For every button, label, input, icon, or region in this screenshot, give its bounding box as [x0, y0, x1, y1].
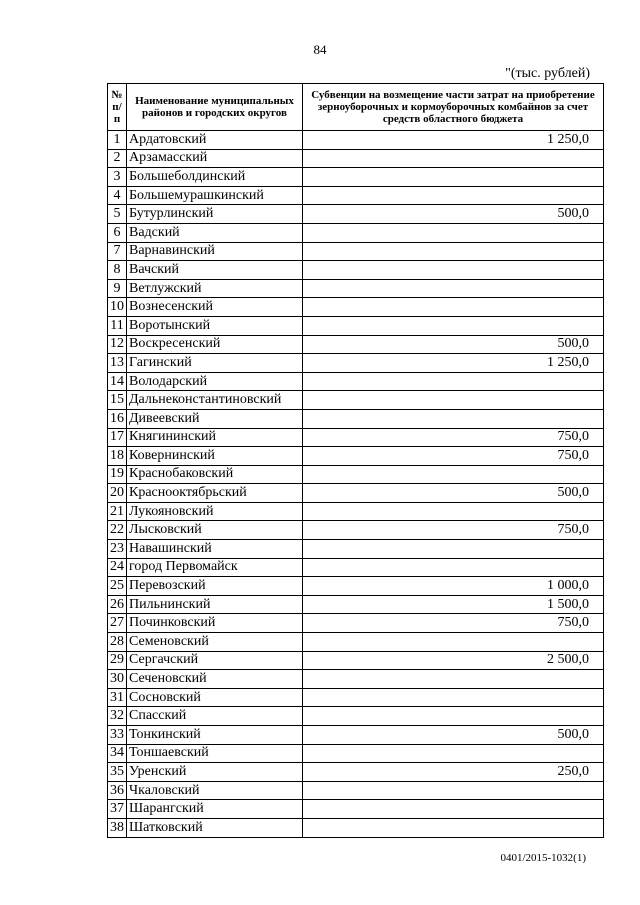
table-row	[108, 781, 604, 800]
row-value	[303, 818, 604, 837]
row-value	[303, 465, 604, 484]
row-value	[303, 688, 604, 707]
row-name: Лукояновский	[127, 502, 303, 521]
row-number: 33	[108, 726, 127, 745]
row-number: 37	[108, 800, 127, 819]
row-number: 18	[108, 447, 127, 466]
table-row	[108, 744, 604, 763]
row-name: Чкаловский	[127, 781, 303, 800]
row-value: 250,0	[303, 763, 604, 782]
table-row	[108, 149, 604, 168]
row-number: 31	[108, 688, 127, 707]
row-value	[303, 168, 604, 187]
row-number: 20	[108, 484, 127, 503]
row-number: 17	[108, 428, 127, 447]
table-row	[108, 540, 604, 559]
row-value	[303, 279, 604, 298]
row-name: Краснобаковский	[127, 465, 303, 484]
table-row	[108, 595, 604, 614]
row-number: 22	[108, 521, 127, 540]
units-label: "(тыс. рублей)	[505, 66, 590, 81]
row-number: 25	[108, 577, 127, 596]
row-value: 750,0	[303, 614, 604, 633]
table-row	[108, 223, 604, 242]
row-name: Семеновский	[127, 633, 303, 652]
row-number: 10	[108, 298, 127, 317]
table-row	[108, 447, 604, 466]
row-name: Краснооктябрьский	[127, 484, 303, 503]
row-value	[303, 223, 604, 242]
row-name: Уренский	[127, 763, 303, 782]
row-name: Шарангский	[127, 800, 303, 819]
document-code: 0401/2015-1032(1)	[500, 852, 586, 864]
row-value	[303, 316, 604, 335]
row-value	[303, 558, 604, 577]
row-name: Большемурашкинский	[127, 186, 303, 205]
row-value	[303, 242, 604, 261]
row-number: 1	[108, 131, 127, 150]
row-value	[303, 633, 604, 652]
row-name: Вадский	[127, 223, 303, 242]
table-row	[108, 707, 604, 726]
row-value	[303, 298, 604, 317]
row-number: 12	[108, 335, 127, 354]
row-value	[303, 781, 604, 800]
table-row	[108, 316, 604, 335]
row-name: Володарский	[127, 372, 303, 391]
header-num: № п/п	[108, 84, 127, 131]
table-row	[108, 354, 604, 373]
row-name: Вознесенский	[127, 298, 303, 317]
row-name: город Первомайск	[127, 558, 303, 577]
table-row	[108, 726, 604, 745]
row-number: 38	[108, 818, 127, 837]
row-number: 32	[108, 707, 127, 726]
row-name: Дальнеконстантиновский	[127, 391, 303, 410]
row-value: 750,0	[303, 447, 604, 466]
row-value: 750,0	[303, 428, 604, 447]
row-name: Воротынский	[127, 316, 303, 335]
table-row	[108, 614, 604, 633]
table-row	[108, 688, 604, 707]
row-value	[303, 186, 604, 205]
row-number: 36	[108, 781, 127, 800]
table-row	[108, 577, 604, 596]
table-row	[108, 131, 604, 150]
row-name: Бутурлинский	[127, 205, 303, 224]
row-value	[303, 670, 604, 689]
table-row	[108, 670, 604, 689]
row-number: 28	[108, 633, 127, 652]
table-row	[108, 521, 604, 540]
row-name: Спасский	[127, 707, 303, 726]
row-name: Арзамасский	[127, 149, 303, 168]
table-row	[108, 465, 604, 484]
row-name: Ветлужский	[127, 279, 303, 298]
table-row	[108, 651, 604, 670]
row-number: 19	[108, 465, 127, 484]
row-name: Ардатовский	[127, 131, 303, 150]
row-number: 2	[108, 149, 127, 168]
row-number: 23	[108, 540, 127, 559]
row-number: 15	[108, 391, 127, 410]
row-value	[303, 800, 604, 819]
table-row	[108, 391, 604, 410]
table-row	[108, 428, 604, 447]
table-row	[108, 279, 604, 298]
header-value: Субвенции на возмещение части затрат на приобретение зерноуборочных и кормоуборочных комбайнов за счет средств областного бюджета	[303, 84, 604, 131]
row-name: Сергачский	[127, 651, 303, 670]
row-value: 1 250,0	[303, 354, 604, 373]
row-value	[303, 391, 604, 410]
table-row	[108, 818, 604, 837]
row-value: 500,0	[303, 726, 604, 745]
row-number: 24	[108, 558, 127, 577]
table-row	[108, 484, 604, 503]
row-name: Навашинский	[127, 540, 303, 559]
row-number: 13	[108, 354, 127, 373]
row-value: 1 250,0	[303, 131, 604, 150]
table-row	[108, 372, 604, 391]
row-number: 4	[108, 186, 127, 205]
row-name: Тонкинский	[127, 726, 303, 745]
row-name: Пильнинский	[127, 595, 303, 614]
row-value: 500,0	[303, 335, 604, 354]
row-number: 9	[108, 279, 127, 298]
row-value: 1 500,0	[303, 595, 604, 614]
page-number: 84	[313, 42, 327, 57]
row-name: Дивеевский	[127, 409, 303, 428]
subsidy-table	[107, 83, 604, 838]
row-name: Сосновский	[127, 688, 303, 707]
row-name: Лысковский	[127, 521, 303, 540]
table-row	[108, 763, 604, 782]
table-row	[108, 633, 604, 652]
table-row	[108, 205, 604, 224]
table-row	[108, 502, 604, 521]
row-value	[303, 540, 604, 559]
row-value	[303, 149, 604, 168]
table-body	[108, 131, 604, 838]
row-number: 30	[108, 670, 127, 689]
row-value	[303, 372, 604, 391]
row-name: Воскресенский	[127, 335, 303, 354]
row-value	[303, 502, 604, 521]
table-row	[108, 800, 604, 819]
row-number: 8	[108, 261, 127, 280]
header-name: Наименование муниципальных районов и городских округов	[127, 84, 303, 131]
row-name: Гагинский	[127, 354, 303, 373]
row-value	[303, 261, 604, 280]
table-row	[108, 242, 604, 261]
table-row	[108, 558, 604, 577]
table-header-row	[108, 84, 604, 131]
row-number: 3	[108, 168, 127, 187]
table-row	[108, 186, 604, 205]
row-value	[303, 744, 604, 763]
row-value: 750,0	[303, 521, 604, 540]
row-number: 26	[108, 595, 127, 614]
row-value: 500,0	[303, 205, 604, 224]
row-name: Большеболдинский	[127, 168, 303, 187]
row-number: 5	[108, 205, 127, 224]
table-row	[108, 298, 604, 317]
table-row	[108, 335, 604, 354]
row-name: Починковский	[127, 614, 303, 633]
row-value: 2 500,0	[303, 651, 604, 670]
table-row	[108, 409, 604, 428]
row-number: 6	[108, 223, 127, 242]
row-number: 11	[108, 316, 127, 335]
row-name: Сеченовский	[127, 670, 303, 689]
row-number: 14	[108, 372, 127, 391]
table-row	[108, 261, 604, 280]
row-number: 29	[108, 651, 127, 670]
row-name: Шатковский	[127, 818, 303, 837]
row-number: 16	[108, 409, 127, 428]
row-name: Тоншаевский	[127, 744, 303, 763]
row-value	[303, 707, 604, 726]
row-name: Ковернинский	[127, 447, 303, 466]
row-number: 27	[108, 614, 127, 633]
row-name: Варнавинский	[127, 242, 303, 261]
row-value	[303, 409, 604, 428]
row-name: Вачский	[127, 261, 303, 280]
row-value: 1 000,0	[303, 577, 604, 596]
row-number: 34	[108, 744, 127, 763]
row-number: 7	[108, 242, 127, 261]
row-name: Перевозский	[127, 577, 303, 596]
row-number: 21	[108, 502, 127, 521]
row-name: Княгининский	[127, 428, 303, 447]
table-row	[108, 168, 604, 187]
row-value: 500,0	[303, 484, 604, 503]
row-number: 35	[108, 763, 127, 782]
